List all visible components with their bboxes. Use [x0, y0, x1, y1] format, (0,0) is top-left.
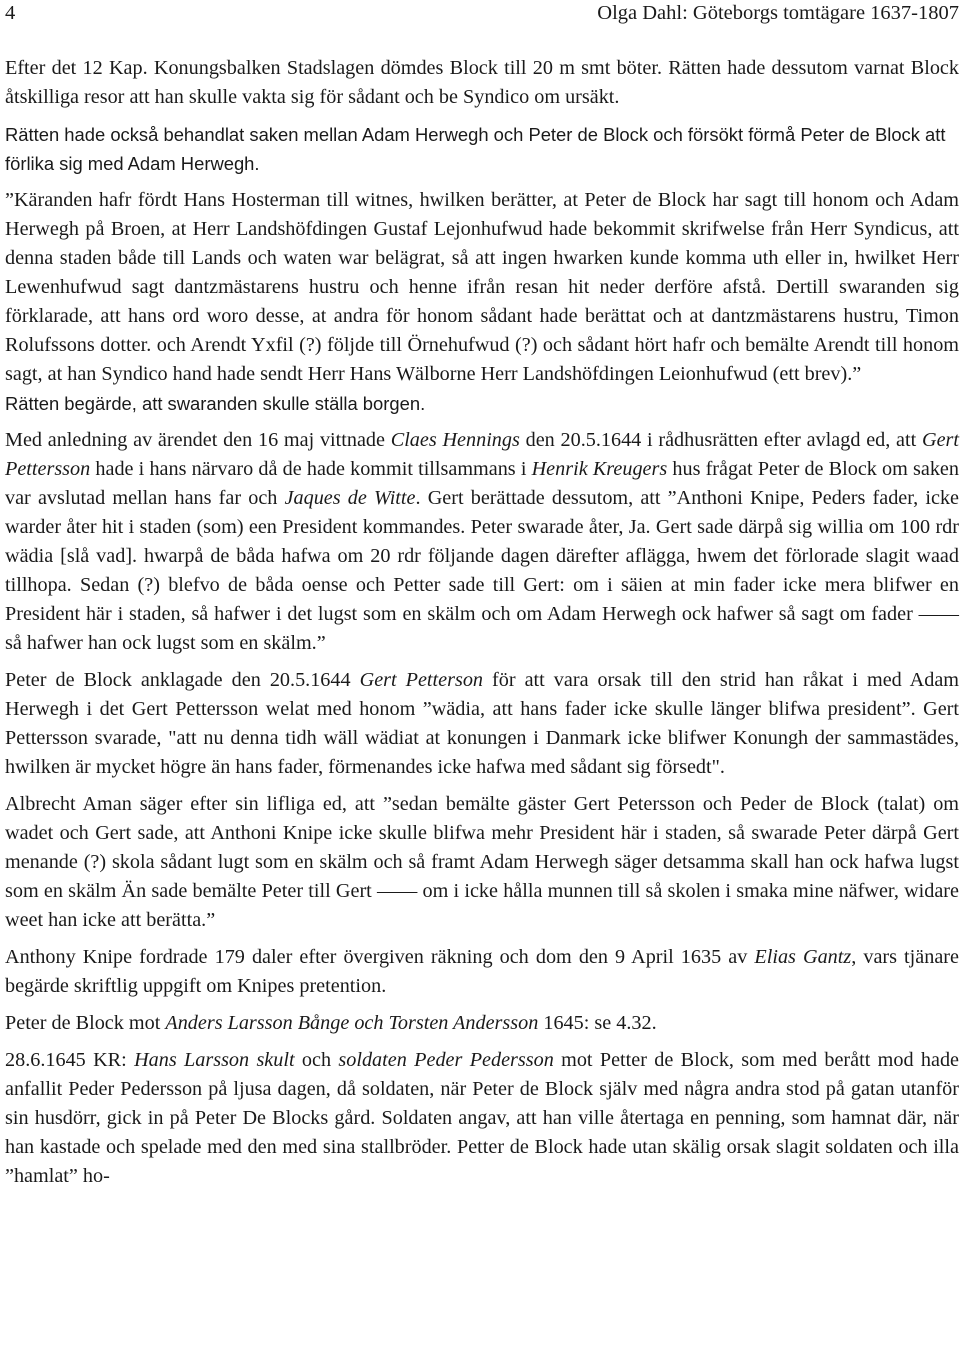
text-run: , vars tjänare begärde skriftlig uppgift om Knipes pretention. — [5, 946, 959, 997]
page-number: 4 — [5, 2, 16, 24]
italic-name: Hans Larsson skult — [134, 1049, 295, 1071]
italic-name: Gert Pettersson — [5, 429, 959, 480]
text-run: Med anledning av ärendet den 16 maj vittnade — [5, 429, 391, 451]
paragraph-5 — [5, 426, 959, 658]
italic-name: Elias Gantz — [754, 946, 852, 968]
text-run: 1645: se 4.32. — [538, 1012, 657, 1034]
text-run: Rätten begärde, att swaranden skulle ställa borgen. — [5, 393, 426, 414]
text-run: Albrecht Aman säger efter sin lifliga ed, att ”sedan bemälte gäster Gert Petersson och Peder de Block (talat) om wadet och Gert sade, att Anthoni Knipe icke skulle blifwa mehr President här i staden, så swarade Peter därpå Gert menande (?) skola sådant lugt som en skälm och så framt Adam Herwegh säger detsamma skall han ock hafwa lugst som en skälm Än sade bemälte Peter till Gert —— om i icke hålla munnen till så skolen i smaka mine näfwer, widare weet han icke att berätta.” — [5, 793, 959, 931]
text-run: Efter det 12 Kap. Konungsbalken Stadslagen dömdes Block till 20 m smt böter. Rätten hade dessutom varnat Block åtskilliga resor att han skulle vakta sig för sådant och be Syndico om ursäkt. — [5, 57, 959, 108]
paragraph-8 — [5, 943, 959, 1001]
italic-name: soldaten Peder Pedersson — [338, 1049, 554, 1071]
document-page — [5, 0, 959, 1199]
body-text — [5, 54, 959, 1191]
text-run: hade i hans närvaro då de hade kommit tillsammans i — [90, 458, 532, 480]
text-run: Peter de Block anklagade den 20.5.1644 — [5, 669, 360, 691]
italic-name: Anders Larsson Bånge och Torsten Andersson — [165, 1012, 539, 1034]
text-run: för att vara orsak till den strid han råkat i med Adam Herwegh i det Gert Pettersson welat med honom ”wädia, att hans fader icke skulle länger blifwa president”. Gert Pettersson svarade, "att nu denna tidh wäll wädiat at konungen i Danmark icke blifwer Konungh der sammastädes, hwilken är mycket högre än hans fader, förmenandes icke hafwa med sådant sig försedt". — [5, 669, 960, 778]
paragraph-3 — [5, 186, 959, 389]
text-run: den 20.5.1644 i rådhusrätten efter avlagd ed, att — [519, 429, 922, 451]
text-run: Peter de Block mot — [5, 1012, 166, 1034]
italic-name: Henrik Kreugers — [531, 458, 668, 480]
italic-name: Jaques de Witte — [284, 487, 416, 509]
italic-name: Gert Petterson — [359, 669, 484, 691]
paragraph-10 — [5, 1046, 959, 1191]
text-run: hus frågat Peter de Block om saken var avslutad mellan hans far och — [5, 458, 959, 509]
text-run: mot Petter de Block, som med berått mod hade anfallit Peder Pedersson på ljusa dagen, då soldaten, när Peter de Block själv med några andra stod på gatan utanför sin husdörr, gick in på Peter De Blocks gård. Soldaten angav, att han ville återtaga en penning, som hamnat där, när han kastade och spelade med den med sina stallbröder. Petter de Block hade utan skälig orsak slagit soldaten och illa ”hamlat” ho- — [5, 1049, 959, 1187]
text-run: ”Käranden hafr fördt Hans Hosterman till witnes, hwilken berätter, at Peter de Block har sagt till honom och Adam Herwegh på Broen, at Herr Landshöfdingen Gustaf Lejonhufwud hade bekommit skrifwelse från Herr Syndicus, att denna staden både till Lands och waten war belägrat, så att ingen hwarken kunde komma uth eller in, hwilket Herr Lewenhufwud sagt dantzmästarens hustru och henne ifrån resan hit neder derföre afstå. Dertill swaranden sig förklarade, att hans ord woro desse, at andra för honom sådant hade berättat och at dantzmästarens hustru, Timon Rolufssons dotter. och Arendt Yxfil (?) följde till Örnehufwud (?) och sådant hört hafr och bemälte Arendt till honom sagt, at han Syndico hand hade sendt Herr Hans Wälborne Herr Landshöfdingen Leionhufwud (ett brev).” — [5, 189, 959, 385]
text-run: 28.6.1645 KR: — [5, 1049, 135, 1071]
text-run: Anthony Knipe fordrade 179 daler efter övergiven räkning och dom den 9 April 1635 av — [5, 946, 755, 968]
running-header — [5, 0, 959, 30]
paragraph-4 — [5, 389, 959, 418]
paragraph-1 — [5, 54, 959, 112]
paragraph-6 — [5, 666, 959, 782]
paragraph-7 — [5, 790, 959, 935]
text-run: Rätten hade också behandlat saken mellan Adam Herwegh och Peter de Block och försökt förmå Peter de Block att förlika sig med Adam Herwegh. — [5, 124, 946, 174]
italic-name: Claes Hennings — [390, 429, 520, 451]
text-run: . Gert berättade dessutom, att ”Anthoni Knipe, Peders fader, icke warder åter hit i staden (som) een President kommandes. Peter swarade åter, Ja. Gert sade därpå sig willia om 100 rdr wädia [slå vad]. hwarpå de båda hafwa om 20 rdr följande dagen därefter afläggа, hwem det förlorade slagit waad tillhopa. Sedan (?) blefvo de båda oense och Petter sade till Gert: om i säien at min fader icke mera blifwer en President här i staden, så hafwer i det lugst som en skälm och om Adam Herwegh ock hafwer så sagt om fader —— så hafwer han ock lugst som en skälm.” — [5, 487, 960, 654]
paragraph-2 — [5, 120, 959, 178]
text-run: och — [294, 1049, 339, 1071]
running-title: Olga Dahl: Göteborgs tomtägare 1637-1807 — [597, 2, 959, 24]
paragraph-9 — [5, 1009, 959, 1038]
